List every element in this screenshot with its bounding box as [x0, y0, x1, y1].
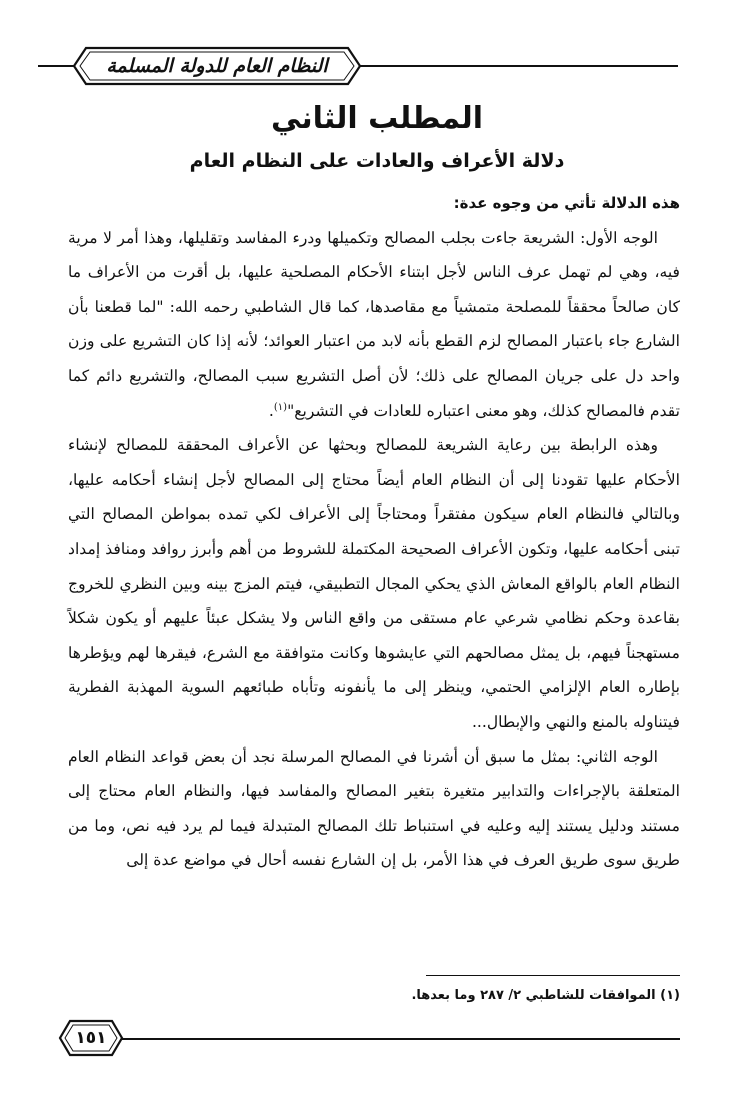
body-text — [68, 186, 680, 878]
running-header — [72, 46, 362, 86]
footer-rule — [120, 1038, 680, 1040]
page-number: ١٥١ — [75, 1028, 107, 1048]
footnote-reference[interactable]: (١) — [273, 401, 288, 413]
intro-line: هذه الدلالة تأتي من وجوه عدة: — [453, 194, 680, 212]
paragraph-link: وهذه الرابطة بين رعاية الشريعة للمصالح وبحثها عن الأعراف المحققة للمصالح لإنشاء الأحكام عليها تقودنا إلى أن النظام العام أيضاً محتاج إلى المصالح لأجل إنشاء أحكامه عليها، وبالتالي فالنظام العام سيكون مفتقراً ومحتاجاً إلى الأعراف لكي تمده بمواطن المصالح التي تبنى أحكامه عليها، وتكون الأعراف الصحيحة المكتملة للشروط من أهم وأبرز روافد ومنافذ إمداد النظام العام بالواقع المعاش الذي يحكي المجال التطبيقي، فيتم المزج بينه وبين النظري للخروج بقاعدة وحكم نظامي شرعي عام مستقى من واقع الناس ولا يشكل عبئاً عليهم أو يكون شكلاً مستهجناً فيهم، بل يمثل مصالحهم التي عايشوها وكانت متوافقة مع الشرع، فيقرها لهم ويؤطرها بإطاره العام الإلزامي الحتمي، وينظر إلى ما يأنفونه وتأباه طبائعهم السوية المهذبة الفطرية فيتناوله بالمنع والنهي والإبطال... — [68, 436, 680, 731]
running-header-title: النظام العام للدولة المسلمة — [106, 55, 328, 77]
paragraph-first-aspect-text: الوجه الأول: الشريعة جاءت بجلب المصالح وتكميلها ودرء المفاسد وتقليلها، وهذا أمر لا مرية فيه، وهي لم تهمل عرف الناس لأجل ابتناء الأحكام المصلحية عليها، بل أقرت من الأعراف ما كان صالحاً محققاً للمصلحة متمشياً مع مقاصدها، كما قال الشاطبي رحمه الله: "لما قطعنا بأن الشارع جاء باعتبار المصالح لزم القطع بأنه لابد من اعتبار العوائد؛ لأنه إذا كان التشريع على وزن واحد دل على جريان المصالح على ذلك؛ لأن أصل التشريع سبب المصالح، والتشريع دائم كما تقدم فالمصالح كذلك، وهو معنى اعتباره للعادات في التشريع" — [68, 228, 680, 420]
section-subtitle: دلالة الأعراف والعادات على النظام العام — [189, 150, 565, 172]
footnote: (١) الموافقات للشاطبي ٢/ ٢٨٧ وما بعدها. — [411, 988, 680, 1003]
paragraph-first-aspect-end: . — [268, 401, 274, 420]
page-number-badge — [58, 1019, 124, 1057]
section-title: المطلب الثاني — [270, 101, 483, 136]
footnote-rule — [426, 975, 680, 976]
paragraph-second-aspect: الوجه الثاني: بمثل ما سبق أن أشرنا في المصالح المرسلة نجد أن بعض قواعد النظام العام المتعلقة بالإجراءات والتدابير متغيرة بتغير المصالح والمفاسد فيها، والنظام العام محتاج إلى مستند ودليل يستند إليه وعليه في استنباط تلك المصالح المتبدلة فيما لم يرد فيه نص، وما من طريق سوى طريق العرف في هذا الأمر، بل إن الشارع نفسه أحال في مواضع عدة إلى — [68, 747, 680, 870]
paragraph-first-aspect — [68, 221, 680, 429]
